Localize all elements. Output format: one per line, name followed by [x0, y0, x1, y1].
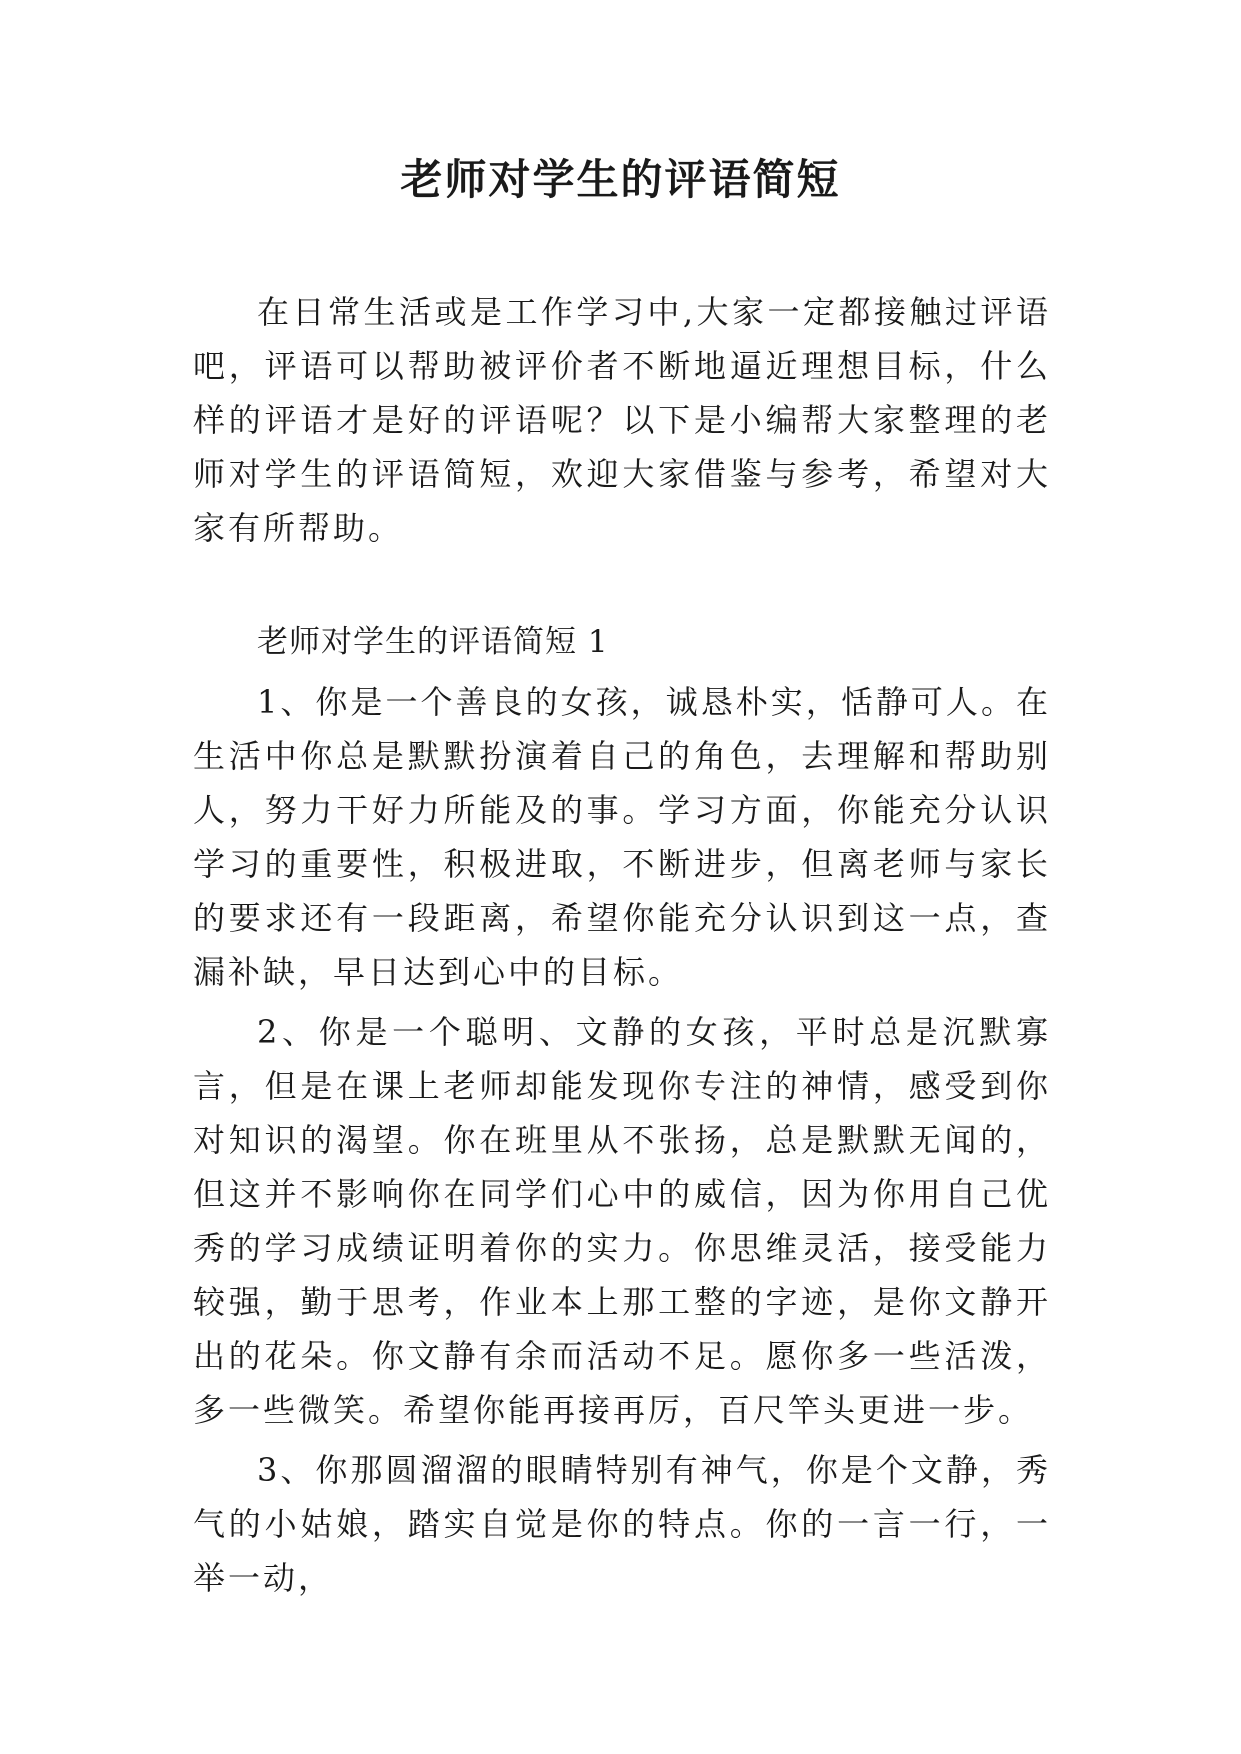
comment-item-2: 2、你是一个聪明、文静的女孩，平时总是沉默寡言，但是在课上老师却能发现你专注的神情，感受到你对知识的渴望。你在班里从不张扬，总是默默无闻的，但这并不影响你在同学们心中的威信，因为你用自己优秀的学习成绩证明着你的实力。你思维灵活，接受能力较强，勤于思考，作业本上那工整的字迹，是你文静开出的花朵。你文静有余而活动不足。愿你多一些活泼，多一些微笑。希望你能再接再厉，百尺竿头更进一步。: [193, 1013, 1051, 1429]
document-title: 老师对学生的评语简短: [400, 155, 841, 204]
document-body: [193, 285, 1051, 1605]
section-heading: 老师对学生的评语简短 1: [257, 624, 609, 660]
comment-item-3: 3、你那圆溜溜的眼睛特别有神气，你是个文静，秀气的小姑娘，踏实自觉是你的特点。你的一言一行，一举一动，: [193, 1451, 1051, 1597]
intro-paragraph: 在日常生活或是工作学习中,大家一定都接触过评语吧，评语可以帮助被评价者不断地逼近理想目标，什么样的评语才是好的评语呢？以下是小编帮大家整理的老师对学生的评语简短，欢迎大家借鉴与参考，希望对大家有所帮助。: [193, 293, 1051, 547]
comment-item-1: 1、你是一个善良的女孩，诚恳朴实，恬静可人。在生活中你总是默默扮演着自己的角色，去理解和帮助别人，努力干好力所能及的事。学习方面，你能充分认识学习的重要性，积极进取，不断进步，但离老师与家长的要求还有一段距离，希望你能充分认识到这一点，查漏补缺，早日达到心中的目标。: [193, 683, 1051, 991]
